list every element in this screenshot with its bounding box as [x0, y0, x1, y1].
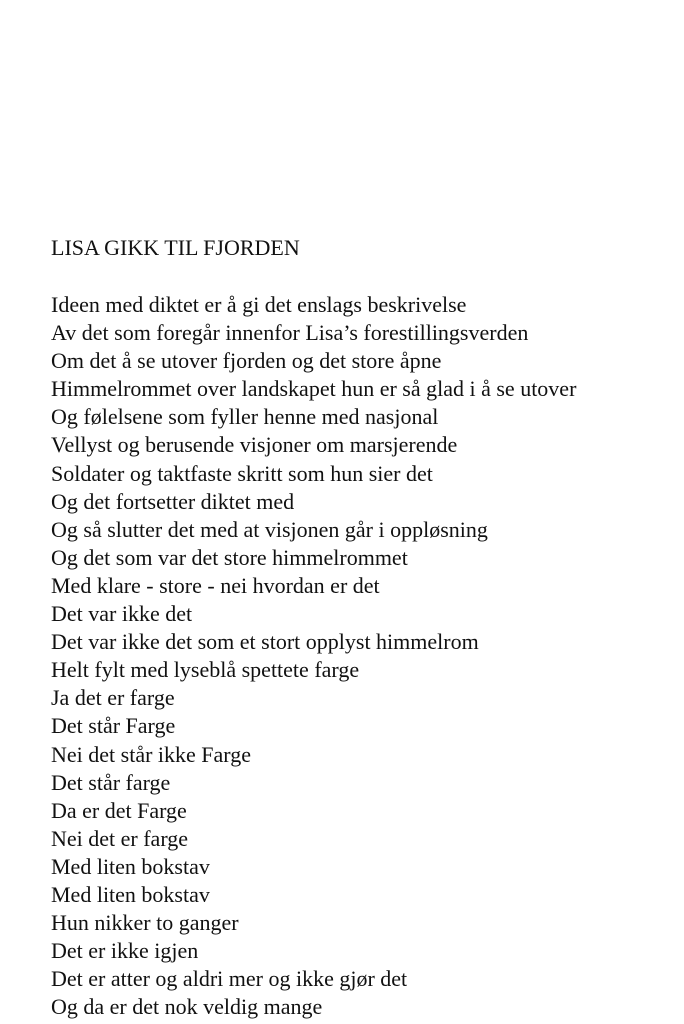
poem-line: Og så slutter det med at visjonen går i oppløsning — [51, 516, 488, 542]
poem-line: Med klare - store - nei hvordan er det — [51, 572, 380, 598]
poem-line: Himmelrommet over landskapet hun er så glad i å se utover — [51, 376, 577, 402]
poem-line: Det var ikke det som et stort opplyst himmelrom — [51, 629, 479, 655]
poem-line: Og det som var det store himmelrommet — [51, 544, 408, 570]
poem-line: Av det som foregår innenfor Lisa’s forestillingsverden — [51, 320, 529, 346]
poem-line: Ideen med diktet er å gi det enslags beskrivelse — [51, 292, 467, 317]
poem-line: Og det fortsetter diktet med — [51, 488, 295, 514]
poem-line: Det står Farge — [51, 713, 176, 739]
poem-line: Om det å se utover fjorden og det store åpne — [51, 348, 442, 374]
poem-line: Og følelsene som fyller henne med nasjonal — [51, 404, 439, 430]
poem-line: Det var ikke det — [51, 601, 193, 627]
poem-line: Nei det er farge — [51, 825, 189, 851]
poem-line: Det er atter og aldri mer og ikke gjør det — [51, 966, 408, 992]
poem-line: Da er det Farge — [51, 797, 187, 823]
poem-line: Hun nikker to ganger — [51, 910, 239, 936]
poem-line: Det står farge — [51, 769, 171, 795]
poem-line: Helt fylt med lyseblå spettete farge — [51, 657, 360, 683]
poem-line: Det er ikke igjen — [51, 938, 199, 964]
poem-line: Ja det er farge — [51, 685, 175, 711]
poem-body — [51, 291, 576, 1021]
poem-line: Soldater og taktfaste skritt som hun sier det — [51, 460, 433, 486]
poem-line: Vellyst og berusende visjoner om marsjerende — [51, 432, 458, 458]
poem-line: Nei det står ikke Farge — [51, 741, 251, 767]
poem-line: Og da er det nok veldig mange — [51, 994, 323, 1020]
poem-line: Med liten bokstav — [51, 881, 210, 907]
poem-title: LISA GIKK TIL FJORDEN — [51, 235, 300, 260]
poem-line: Med liten bokstav — [51, 853, 210, 879]
